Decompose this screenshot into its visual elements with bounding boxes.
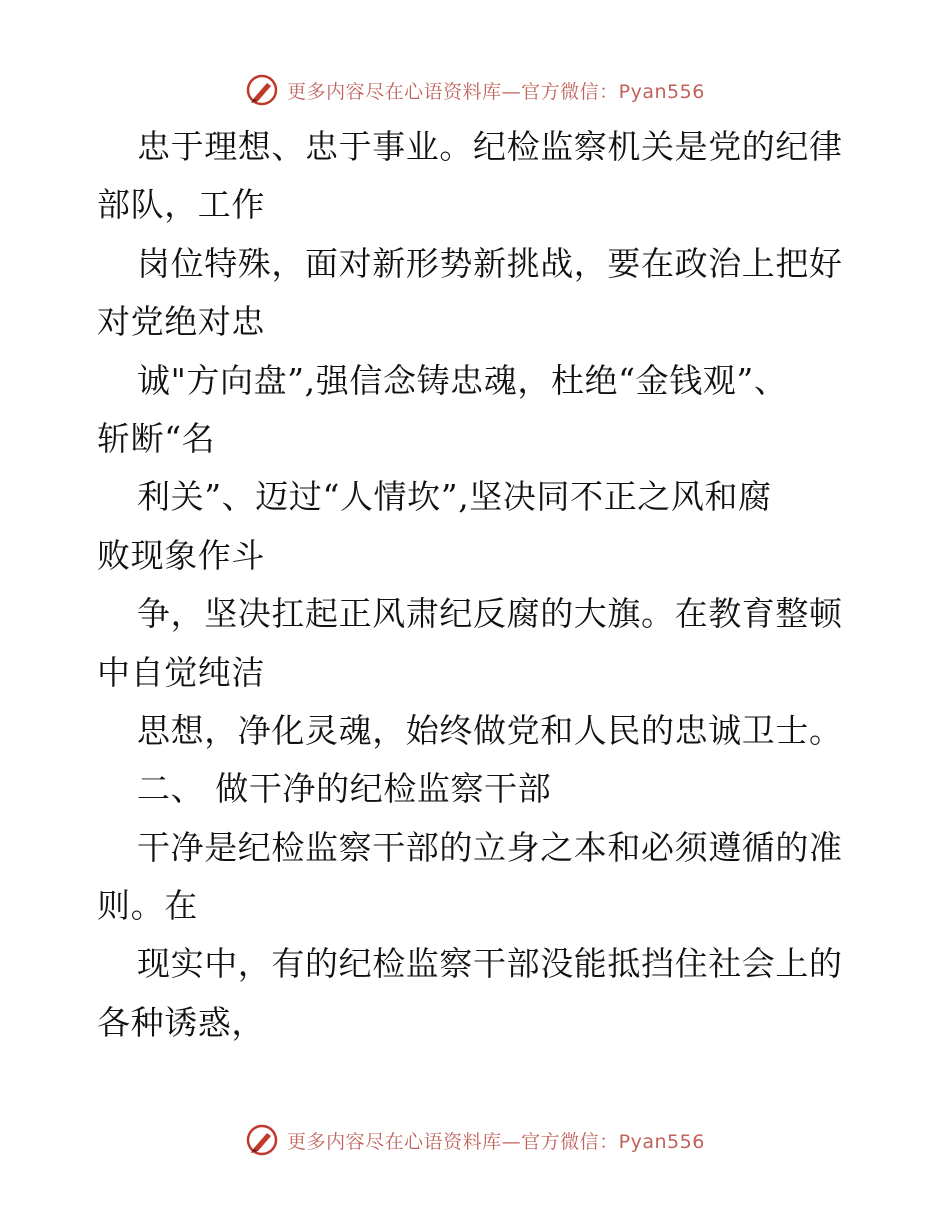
body-line: 部队，工作 bbox=[97, 185, 265, 225]
body-line: 中自觉纯洁 bbox=[97, 652, 265, 692]
header-banner-wechat: 官方微信：Pyan556 bbox=[521, 80, 705, 103]
body-line: 争，坚决扛起正风肃纪反腐的大旗。在教育整顿 bbox=[137, 594, 843, 634]
header-banner-text bbox=[287, 77, 705, 104]
body-line: 忠于理想、忠于事业。纪检监察机关是党的纪律 bbox=[137, 127, 843, 166]
pen-logo-icon bbox=[245, 73, 279, 107]
document-body bbox=[97, 118, 857, 1052]
body-line: 诚"方向盘”,强信念铸忠魂，杜绝“金钱观”、 bbox=[137, 360, 788, 400]
pen-logo-icon bbox=[245, 1123, 279, 1157]
header-banner bbox=[0, 68, 950, 112]
body-line: 干净是纪检监察干部的立身之本和必须遵循的准 bbox=[137, 827, 843, 867]
body-line: 现实中，有的纪检监察干部没能抵挡住社会上的 bbox=[137, 944, 843, 984]
body-line: 思想，净化灵魂，始终做党和人民的忠诚卫士。 bbox=[137, 710, 843, 750]
body-line: 岗位特殊，面对新形势新挑战，要在政治上把好 bbox=[137, 243, 843, 283]
footer-banner-wechat: 官方微信：Pyan556 bbox=[521, 1130, 705, 1153]
footer-banner-text bbox=[287, 1127, 705, 1154]
body-line: 斩断“名 bbox=[97, 418, 216, 458]
body-line: 败现象作斗 bbox=[97, 535, 265, 575]
body-line: 对党绝对忠 bbox=[97, 302, 265, 342]
footer-banner-main: 更多内容尽在心语资料库— bbox=[287, 1130, 522, 1153]
body-line: 则。在 bbox=[97, 886, 198, 926]
header-banner-main: 更多内容尽在心语资料库— bbox=[287, 80, 522, 103]
section-heading: 二、 做干净的纪检监察干部 bbox=[137, 769, 552, 809]
footer-banner bbox=[0, 1118, 950, 1162]
body-line: 各种诱惑， bbox=[97, 1002, 265, 1042]
body-line: 利关”、迈过“人情坎”,坚决同不正之风和腐 bbox=[137, 477, 772, 517]
